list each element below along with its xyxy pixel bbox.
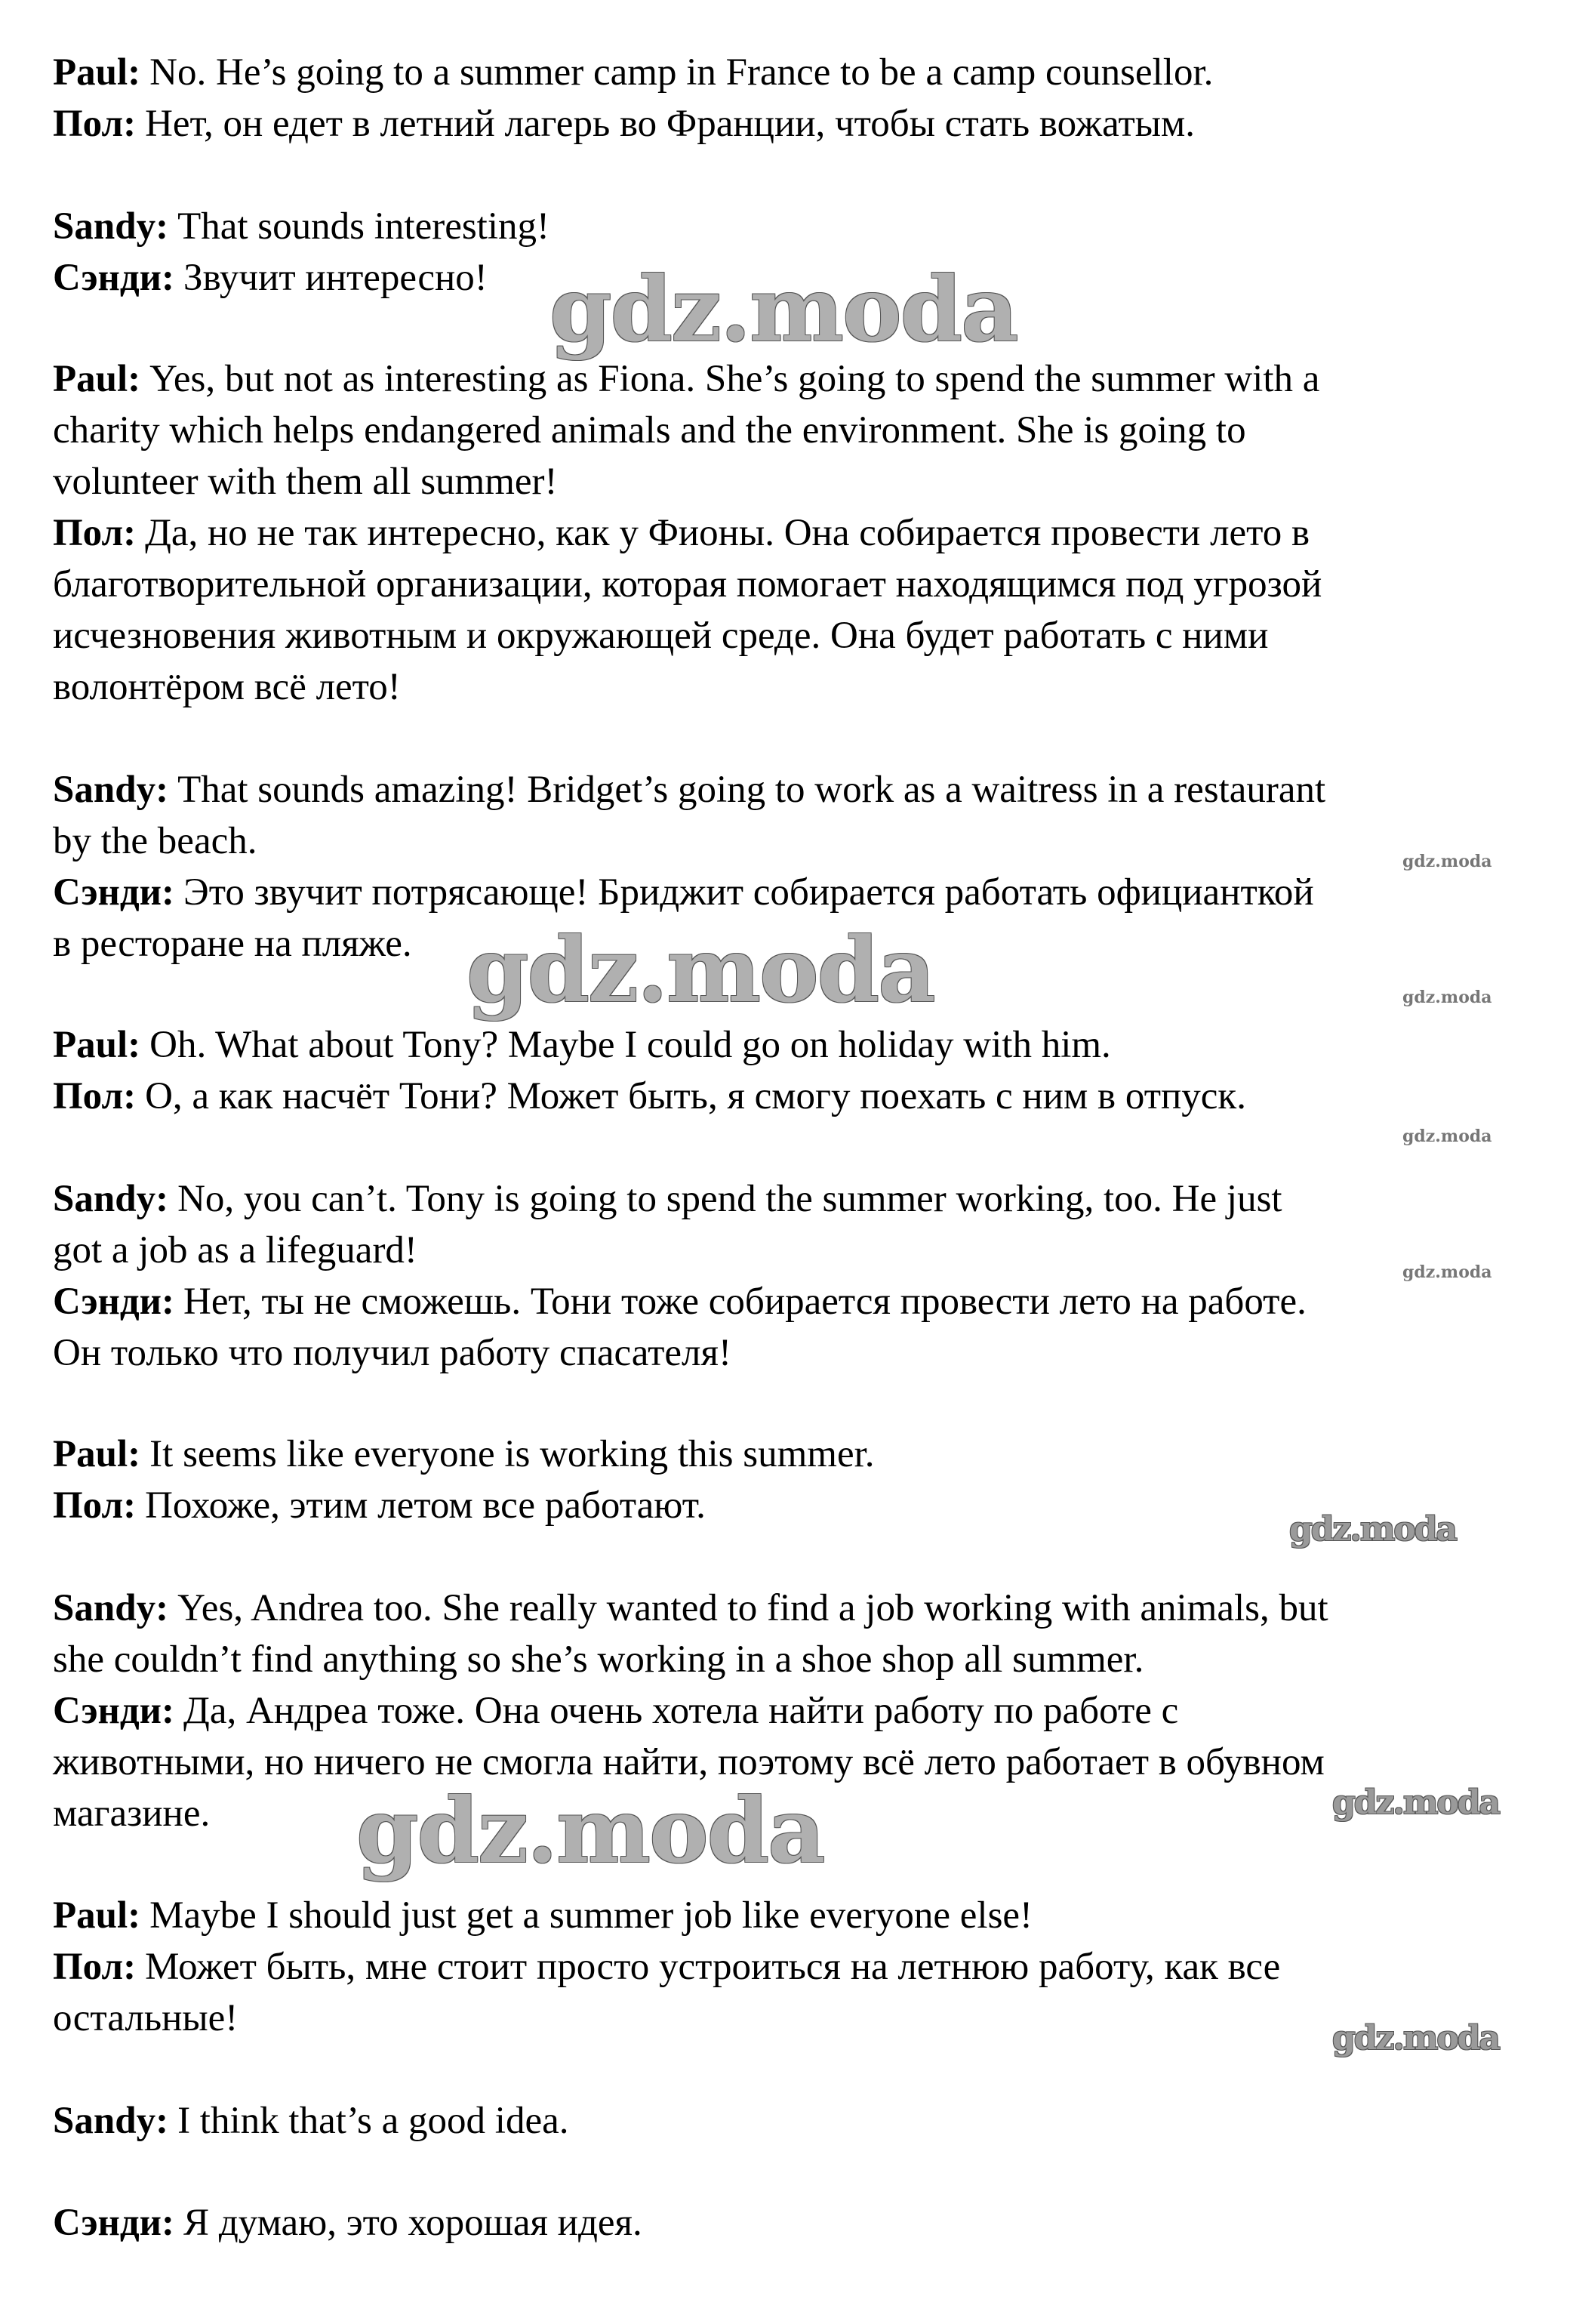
line-text: That sounds interesting!	[177, 205, 549, 248]
line-text: she couldn’t find anything so she’s working in a shoe shop all summer.	[53, 1638, 1144, 1681]
dialogue-line	[53, 507, 1555, 559]
speaker-name: Sandy:	[53, 1178, 169, 1220]
speaker-name: Пол:	[53, 1075, 137, 1117]
dialogue-line	[53, 559, 1555, 610]
dialogue-line	[53, 1941, 1555, 1993]
watermark-logo: gdz.moda	[356, 1778, 824, 1883]
dialogue-line	[53, 1327, 1555, 1379]
dialogue-line	[53, 2095, 1555, 2147]
dialogue-line	[53, 1429, 1555, 1480]
dialogue-line	[53, 405, 1555, 456]
speaker-name: Paul:	[53, 358, 141, 400]
dialogue-exchange	[53, 353, 1555, 713]
speaker-name: Paul:	[53, 1894, 141, 1937]
dialogue-line	[53, 1071, 1555, 1122]
line-text: No. He’s going to a summer camp in France to be a camp counsellor.	[149, 51, 1214, 94]
line-text: Нет, он едет в летний лагерь во Франции, чтобы стать вожатым.	[145, 103, 1196, 145]
dialogue-line	[53, 661, 1555, 713]
speaker-name: Пол:	[53, 103, 137, 145]
speaker-name: Paul:	[53, 1433, 141, 1475]
dialogue-line	[53, 1019, 1555, 1071]
dialogue-line	[53, 1993, 1555, 2044]
dialogue-exchange	[53, 1890, 1555, 2044]
dialogue-line	[53, 201, 1555, 252]
dialogue-line	[53, 456, 1555, 507]
dialogue-line	[53, 2197, 1555, 2248]
dialogue-line	[53, 815, 1555, 867]
line-text: исчезновения животным и окружающей среде. Она будет работать с ними	[53, 615, 1269, 657]
speaker-name: Sandy:	[53, 2100, 169, 2142]
line-text: I think that’s a good idea.	[177, 2100, 569, 2142]
dialogue-exchange	[53, 1173, 1555, 1379]
line-text: О, а как насчёт Тони? Может быть, я смогу поехать с ним в отпуск.	[145, 1075, 1246, 1117]
dialogue-exchange	[53, 1019, 1555, 1122]
speaker-name: Paul:	[53, 1024, 141, 1066]
line-text: charity which helps endangered animals and the environment. She is going to	[53, 409, 1246, 452]
speaker-name: Sandy:	[53, 769, 169, 811]
watermark-logo: gdz.moda	[549, 257, 1017, 362]
speaker-name: Сэнди:	[53, 1281, 175, 1323]
dialogue-line	[53, 1890, 1555, 1941]
speaker-name: Пол:	[53, 512, 137, 554]
watermark-logo: gdz.moda	[1402, 988, 1492, 1007]
dialogue-line	[53, 1173, 1555, 1225]
line-text: Да, но не так интересно, как у Фионы. Она собирается провести лето в	[145, 512, 1310, 554]
line-text: Yes, Andrea too. She really wanted to find a job working with animals, but	[177, 1587, 1328, 1629]
line-text: Может быть, мне стоит просто устроиться на летнюю работу, как все	[145, 1946, 1281, 1988]
speaker-name: Сэнди:	[53, 1690, 175, 1732]
line-text: No, you can’t. Tony is going to spend the summer working, too. He just	[177, 1178, 1282, 1220]
speaker-name: Paul:	[53, 51, 141, 94]
dialogue-line	[53, 1583, 1555, 1634]
line-text: Да, Андреа тоже. Она очень хотела найти работу по работе с	[183, 1690, 1179, 1732]
line-text: магазине.	[53, 1792, 211, 1835]
watermark-logo: gdz.moda	[1402, 1262, 1492, 1282]
line-text: благотворительной организации, которая помогает находящимся под угрозой	[53, 563, 1322, 606]
dialogue-exchange	[53, 2095, 1555, 2147]
dialogue-line	[53, 1225, 1555, 1276]
dialogue-line	[53, 1276, 1555, 1327]
line-text: Звучит интересно!	[183, 257, 488, 299]
line-text: остальные!	[53, 1997, 239, 2039]
watermark-logo: gdz.moda	[1332, 1783, 1500, 1822]
watermark-logo: gdz.moda	[1289, 1510, 1457, 1549]
dialogue-line	[53, 1634, 1555, 1685]
dialogue-line	[53, 867, 1555, 918]
line-text: Похоже, этим летом все работают.	[145, 1484, 706, 1527]
dialogue-line	[53, 98, 1555, 149]
line-text: by the beach.	[53, 820, 257, 862]
speaker-name: Сэнди:	[53, 871, 175, 914]
watermark-logo: gdz.moda	[466, 917, 934, 1022]
speaker-name: Пол:	[53, 1946, 137, 1988]
dialogue-line	[53, 764, 1555, 815]
line-text: It seems like everyone is working this summer.	[149, 1433, 875, 1475]
dialogue-exchange	[53, 47, 1555, 149]
line-text: Он только что получил работу спасателя!	[53, 1332, 731, 1374]
speaker-name: Сэнди:	[53, 2202, 175, 2244]
line-text: Нет, ты не сможешь. Тони тоже собирается провести лето на работе.	[183, 1281, 1307, 1323]
watermark-logo: gdz.moda	[1402, 852, 1492, 871]
line-text: got a job as a lifeguard!	[53, 1229, 417, 1271]
line-text: волонтёром всё лето!	[53, 666, 401, 708]
line-text: volunteer with them all summer!	[53, 461, 558, 503]
dialogue-line	[53, 47, 1555, 98]
watermark-logo: gdz.moda	[1402, 1127, 1492, 1146]
line-text: Maybe I should just get a summer job like everyone else!	[149, 1894, 1033, 1937]
dialogue-line	[53, 1685, 1555, 1737]
speaker-name: Пол:	[53, 1484, 137, 1527]
line-text: Yes, but not as interesting as Fiona. She’s going to spend the summer with a	[149, 358, 1320, 400]
watermark-logo: gdz.moda	[1332, 2019, 1500, 2057]
line-text: животными, но ничего не смогла найти, поэтому всё лето работает в обувном	[53, 1741, 1325, 1783]
line-text: That sounds amazing! Bridget’s going to work as a waitress in a restaurant	[177, 769, 1326, 811]
line-text: Oh. What about Tony? Maybe I could go on holiday with him.	[149, 1024, 1111, 1066]
speaker-name: Сэнди:	[53, 257, 175, 299]
dialogue-exchange	[53, 2197, 1555, 2248]
speaker-name: Sandy:	[53, 1587, 169, 1629]
dialogue-line	[53, 610, 1555, 661]
line-text: Я думаю, это хорошая идея.	[183, 2202, 642, 2244]
speaker-name: Sandy:	[53, 205, 169, 248]
line-text: в ресторане на пляже.	[53, 923, 412, 965]
line-text: Это звучит потрясающе! Бриджит собирается работать официанткой	[183, 871, 1314, 914]
